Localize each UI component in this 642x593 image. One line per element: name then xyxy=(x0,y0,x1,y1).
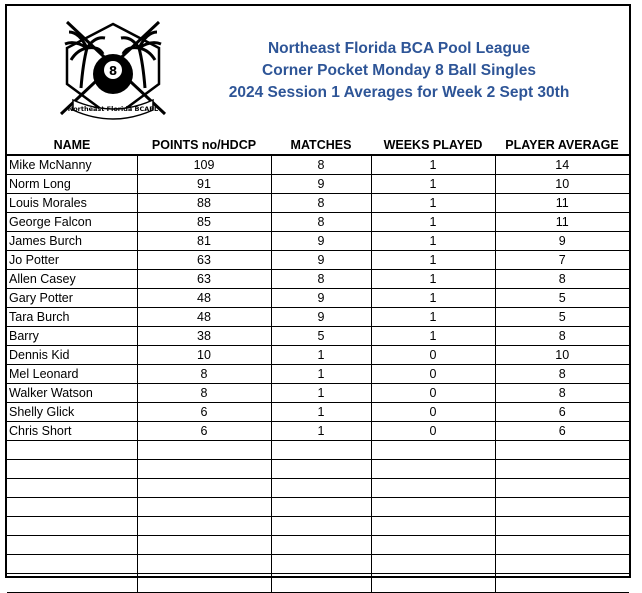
empty-cell xyxy=(271,479,371,498)
weeks-played-cell: 1 xyxy=(371,270,495,289)
empty-cell xyxy=(137,441,271,460)
empty-cell xyxy=(271,498,371,517)
empty-cell xyxy=(7,479,137,498)
weeks-played-cell: 0 xyxy=(371,422,495,441)
empty-cell xyxy=(495,517,629,536)
points-cell: 88 xyxy=(137,194,271,213)
table-row xyxy=(7,403,629,422)
empty-cell xyxy=(7,536,137,555)
points-cell: 48 xyxy=(137,289,271,308)
weeks-played-cell: 1 xyxy=(371,213,495,232)
table-row xyxy=(7,155,629,175)
name-cell: James Burch xyxy=(7,232,137,251)
player-average-cell: 9 xyxy=(495,232,629,251)
weeks-played-cell: 1 xyxy=(371,232,495,251)
empty-table-row xyxy=(7,536,629,555)
report-title xyxy=(189,38,609,104)
player-average-cell: 8 xyxy=(495,384,629,403)
table-row xyxy=(7,365,629,384)
weeks-played-cell: 0 xyxy=(371,403,495,422)
name-cell: Barry xyxy=(7,327,137,346)
empty-cell xyxy=(495,441,629,460)
matches-cell: 8 xyxy=(271,194,371,213)
empty-cell xyxy=(7,498,137,517)
empty-cell xyxy=(137,536,271,555)
points-cell: 63 xyxy=(137,251,271,270)
player-average-cell: 11 xyxy=(495,213,629,232)
matches-cell: 9 xyxy=(271,175,371,194)
empty-cell xyxy=(137,498,271,517)
empty-cell xyxy=(271,555,371,574)
logo-ball-number: 8 xyxy=(108,64,118,78)
weeks-played-cell: 0 xyxy=(371,384,495,403)
points-cell: 10 xyxy=(137,346,271,365)
table-body xyxy=(7,155,629,593)
matches-cell: 9 xyxy=(271,308,371,327)
player-average-cell: 6 xyxy=(495,403,629,422)
name-cell: Jo Potter xyxy=(7,251,137,270)
empty-table-row xyxy=(7,555,629,574)
name-cell: Dennis Kid xyxy=(7,346,137,365)
points-cell: 91 xyxy=(137,175,271,194)
empty-cell xyxy=(7,517,137,536)
title-line-1: Northeast Florida BCA Pool League xyxy=(267,40,531,57)
table-row xyxy=(7,308,629,327)
weeks-played-cell: 1 xyxy=(371,289,495,308)
empty-cell xyxy=(495,460,629,479)
empty-cell xyxy=(495,536,629,555)
empty-cell xyxy=(137,479,271,498)
name-cell: Mike McNanny xyxy=(7,155,137,175)
table-row xyxy=(7,384,629,403)
weeks-played-cell: 1 xyxy=(371,194,495,213)
player-average-cell: 14 xyxy=(495,155,629,175)
points-cell: 38 xyxy=(137,327,271,346)
weeks-played-cell: 1 xyxy=(371,155,495,175)
empty-cell xyxy=(7,460,137,479)
name-cell: Mel Leonard xyxy=(7,365,137,384)
column-header-points: POINTS no/HDCP xyxy=(137,136,271,155)
weeks-played-cell: 0 xyxy=(371,365,495,384)
matches-cell: 1 xyxy=(271,384,371,403)
empty-table-row xyxy=(7,498,629,517)
empty-cell xyxy=(371,517,495,536)
empty-cell xyxy=(371,479,495,498)
table-row xyxy=(7,232,629,251)
empty-table-row xyxy=(7,517,629,536)
empty-cell xyxy=(371,441,495,460)
matches-cell: 1 xyxy=(271,403,371,422)
points-cell: 6 xyxy=(137,422,271,441)
matches-cell: 1 xyxy=(271,365,371,384)
player-average-cell: 10 xyxy=(495,346,629,365)
matches-cell: 9 xyxy=(271,289,371,308)
empty-table-row xyxy=(7,460,629,479)
matches-cell: 8 xyxy=(271,270,371,289)
name-cell: Walker Watson xyxy=(7,384,137,403)
matches-cell: 8 xyxy=(271,213,371,232)
empty-cell xyxy=(271,441,371,460)
logo-banner-text: Northeast Florida BCAPL xyxy=(67,105,159,113)
table-header-row xyxy=(7,136,629,155)
table-row xyxy=(7,422,629,441)
player-average-cell: 5 xyxy=(495,308,629,327)
weeks-played-cell: 1 xyxy=(371,175,495,194)
name-cell: Norm Long xyxy=(7,175,137,194)
table-row xyxy=(7,327,629,346)
player-average-cell: 11 xyxy=(495,194,629,213)
title-line-3: 2024 Session 1 Averages for Week 2 Sept 30th xyxy=(228,84,570,101)
column-header-player-average: PLAYER AVERAGE xyxy=(495,136,629,155)
weeks-played-cell: 1 xyxy=(371,308,495,327)
name-cell: Gary Potter xyxy=(7,289,137,308)
points-cell: 48 xyxy=(137,308,271,327)
empty-table-row xyxy=(7,479,629,498)
matches-cell: 9 xyxy=(271,251,371,270)
column-header-weeks-played: WEEKS PLAYED xyxy=(371,136,495,155)
player-average-cell: 7 xyxy=(495,251,629,270)
matches-cell: 8 xyxy=(271,155,371,175)
weeks-played-cell: 0 xyxy=(371,346,495,365)
empty-cell xyxy=(371,460,495,479)
name-cell: George Falcon xyxy=(7,213,137,232)
table-row xyxy=(7,346,629,365)
matches-cell: 1 xyxy=(271,346,371,365)
points-cell: 63 xyxy=(137,270,271,289)
empty-cell xyxy=(271,536,371,555)
averages-table xyxy=(7,136,629,593)
name-cell: Allen Casey xyxy=(7,270,137,289)
points-cell: 6 xyxy=(137,403,271,422)
empty-cell xyxy=(271,517,371,536)
empty-cell xyxy=(371,536,495,555)
table-row xyxy=(7,270,629,289)
matches-cell: 5 xyxy=(271,327,371,346)
matches-cell: 1 xyxy=(271,422,371,441)
table-row xyxy=(7,213,629,232)
name-cell: Tara Burch xyxy=(7,308,137,327)
empty-cell xyxy=(7,555,137,574)
empty-cell xyxy=(495,498,629,517)
empty-cell xyxy=(371,498,495,517)
column-header-matches: MATCHES xyxy=(271,136,371,155)
title-line-2: Corner Pocket Monday 8 Ball Singles xyxy=(262,62,536,79)
player-average-cell: 8 xyxy=(495,365,629,384)
empty-cell xyxy=(7,441,137,460)
empty-cell xyxy=(495,555,629,574)
empty-cell xyxy=(371,555,495,574)
empty-table-row xyxy=(7,441,629,460)
points-cell: 8 xyxy=(137,384,271,403)
table-row xyxy=(7,175,629,194)
name-cell: Chris Short xyxy=(7,422,137,441)
empty-cell xyxy=(137,460,271,479)
table-row xyxy=(7,289,629,308)
empty-cell xyxy=(495,479,629,498)
table-row xyxy=(7,251,629,270)
weeks-played-cell: 1 xyxy=(371,251,495,270)
name-cell: Louis Morales xyxy=(7,194,137,213)
points-cell: 109 xyxy=(137,155,271,175)
empty-cell xyxy=(271,460,371,479)
empty-cell xyxy=(137,517,271,536)
player-average-cell: 6 xyxy=(495,422,629,441)
player-average-cell: 8 xyxy=(495,327,629,346)
points-cell: 8 xyxy=(137,365,271,384)
points-cell: 81 xyxy=(137,232,271,251)
spreadsheet xyxy=(5,4,631,578)
points-cell: 85 xyxy=(137,213,271,232)
player-average-cell: 10 xyxy=(495,175,629,194)
weeks-played-cell: 1 xyxy=(371,327,495,346)
column-header-name: NAME xyxy=(7,136,137,155)
empty-cell xyxy=(137,555,271,574)
player-average-cell: 5 xyxy=(495,289,629,308)
table-row xyxy=(7,194,629,213)
matches-cell: 9 xyxy=(271,232,371,251)
name-cell: Shelly Glick xyxy=(7,403,137,422)
league-logo xyxy=(55,18,171,126)
player-average-cell: 8 xyxy=(495,270,629,289)
header xyxy=(7,6,629,134)
